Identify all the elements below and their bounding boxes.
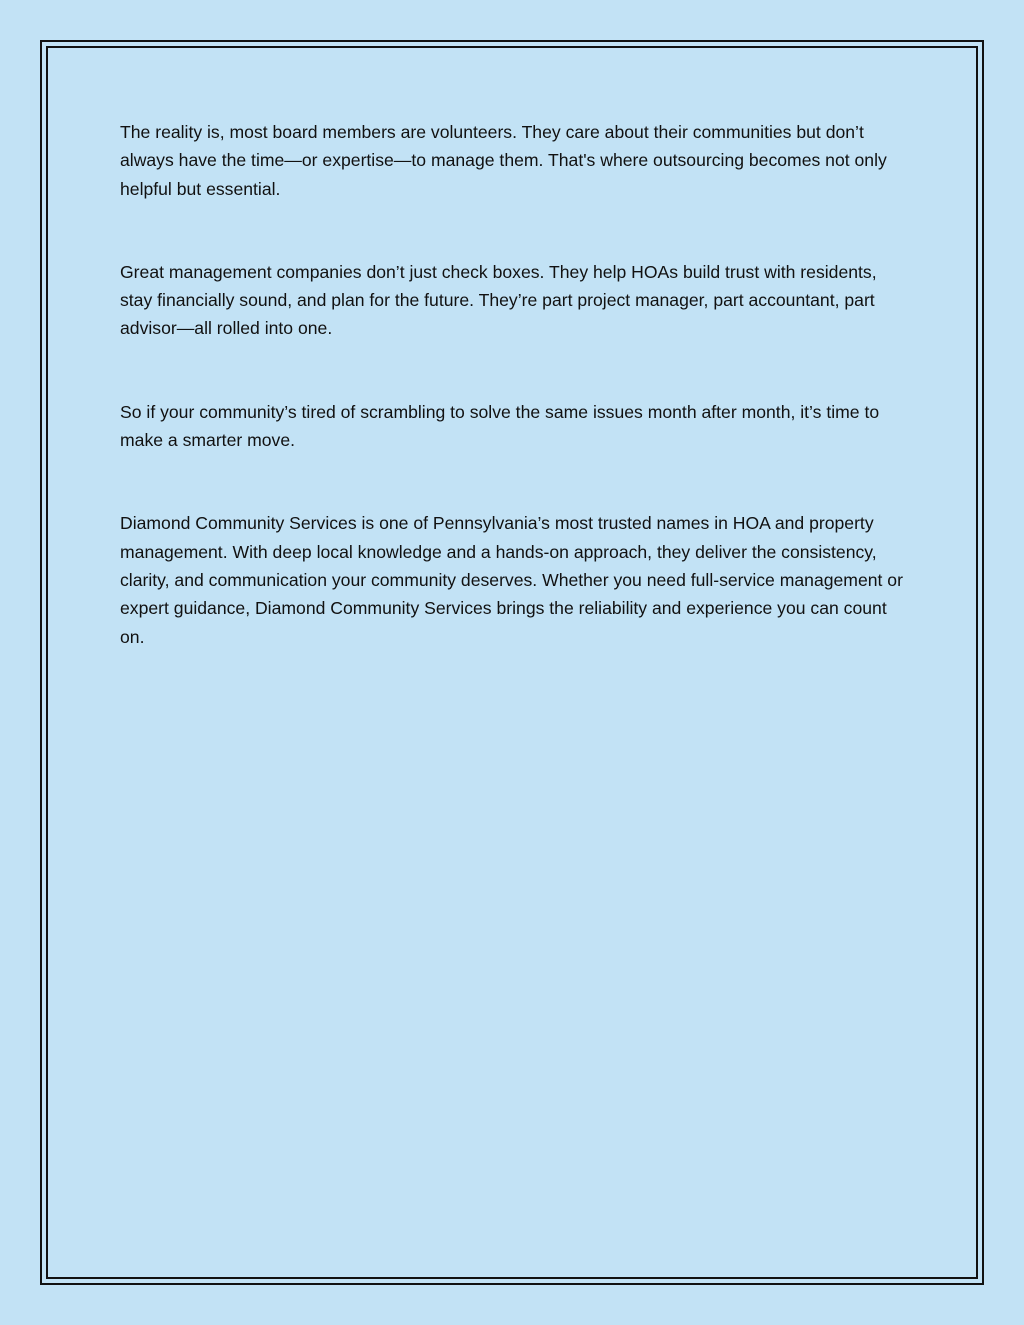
paragraph-diamond-community-services: Diamond Community Services is one of Pennsylvania’s most trusted names in HOA and property management. With deep local knowledge and a hands-on approach, they deliver the consistency, clarity, and communication your community deserves. Whether you need full-service management or expert guidance, Diamond Community Services brings the reliability and experience you can count on. — [120, 513, 903, 647]
paragraph-management-companies: Great management companies don’t just check boxes. They help HOAs build trust with residents, stay financially sound, and plan for the future. They’re part project manager, part accountant, part advisor—all rolled into one. — [120, 261, 877, 339]
document-body — [120, 118, 910, 706]
paragraph-volunteers: The reality is, most board members are volunteers. They care about their communities but don’t always have the time—or expertise—to manage them. That's where outsourcing becomes not only helpful but essential. — [120, 122, 887, 199]
paragraph-smarter-move: So if your community’s tired of scrambling to solve the same issues month after month, it’s time to make a smarter move. — [120, 401, 880, 451]
